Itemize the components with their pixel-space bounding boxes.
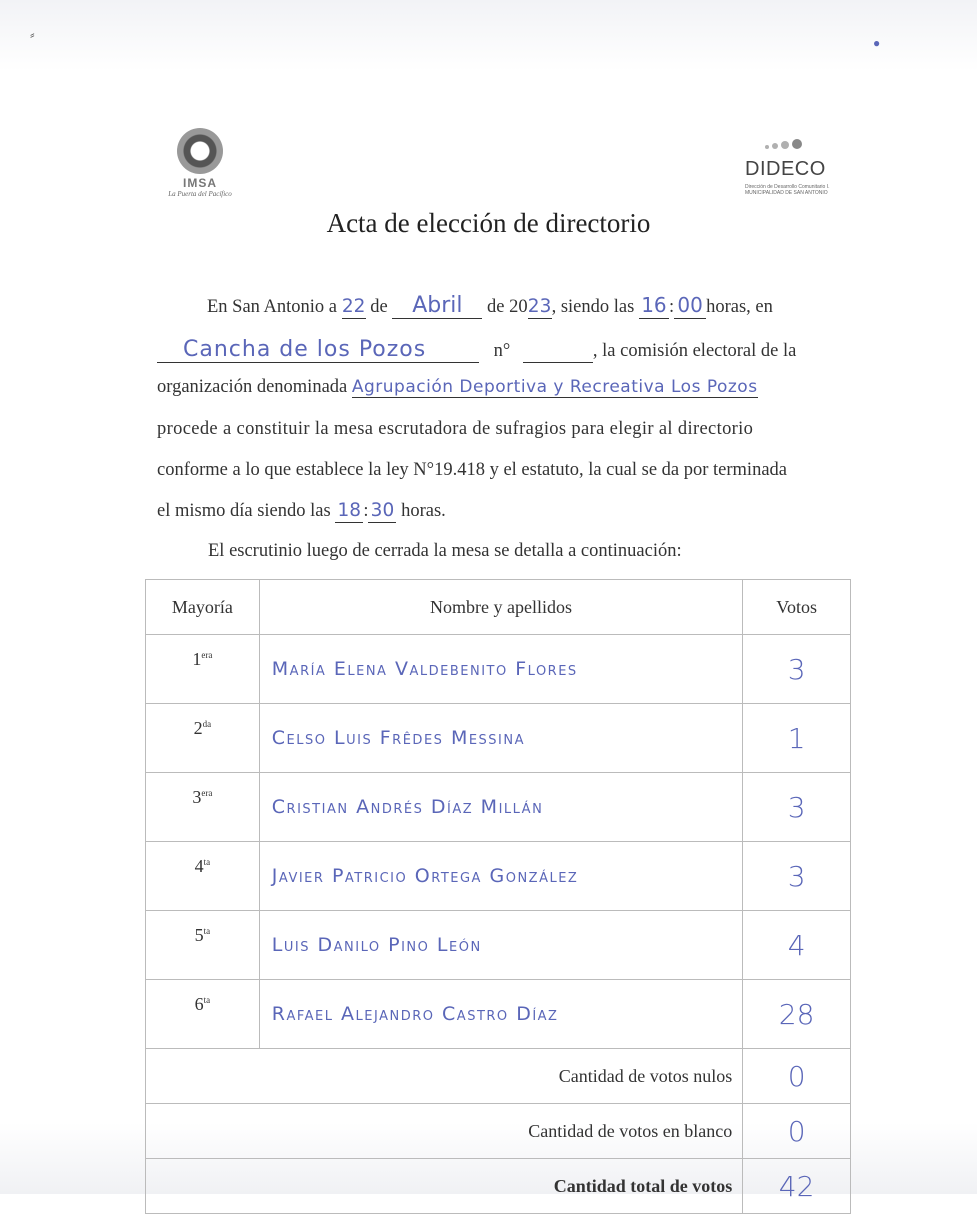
text-line-1: En San Antonio a 22 de Abril de 2023, siendo las 16 : 00 horas, en: [207, 293, 773, 318]
text-horas: horas.: [401, 501, 446, 521]
table-header-row: [146, 580, 851, 635]
total-votes-row: [146, 1159, 851, 1214]
blank-votes-cell: 0: [743, 1104, 851, 1159]
text-line-4: procede a constituir la mesa escrutadora de sufragios para elegir al directorio: [157, 419, 754, 439]
null-votes-cell: 0: [743, 1049, 851, 1104]
blank-votes-label: Cantidad de votos en blanco: [146, 1104, 743, 1159]
text-line-3: [157, 377, 758, 398]
text-line-2: [157, 337, 796, 363]
name-cell: Javier Patricio Ortega González: [259, 842, 742, 911]
text-year-prefix: de 20: [486, 297, 528, 317]
votes-cell: 3: [743, 635, 851, 704]
document-title: Acta de elección de directorio: [326, 208, 651, 238]
text-numero: n°: [493, 341, 511, 361]
scan-speck: ⸗: [30, 28, 35, 43]
start-minute-value: 00: [677, 293, 703, 317]
text-horas-en: horas, en: [706, 297, 773, 317]
name-cell: Celso Luis Frêdes Messina: [259, 704, 742, 773]
end-minute-value: 30: [370, 500, 395, 521]
name-cell: María Elena Valdebenito Flores: [259, 635, 742, 704]
imsa-emblem-icon: [177, 128, 223, 174]
day-value: 22: [341, 296, 366, 317]
text-line-6: el mismo día siendo las 18 : 30 horas.: [157, 500, 446, 521]
text-comision: , la comisión electoral de la: [592, 341, 797, 361]
votes-cell: 28: [743, 980, 851, 1049]
votes-cell: 4: [743, 911, 851, 980]
table-row: [146, 773, 851, 842]
rank-cell: $5^{ta}$: [146, 911, 260, 980]
votes-cell: 3: [743, 842, 851, 911]
text-terminada: el mismo día siendo las: [157, 501, 331, 521]
dideco-dots-icon: [765, 136, 805, 154]
organization-value: Agrupación Deportiva y Recreativa Los Pozos: [351, 377, 758, 397]
header-nombre: Nombre y apellidos: [259, 580, 742, 635]
place-value: Cancha de los Pozos: [183, 337, 427, 362]
text-organizacion: organización denominada: [157, 377, 348, 397]
end-hour-value: 18: [337, 500, 362, 521]
header-mayoria: Mayoría: [146, 580, 260, 635]
text-de: de: [370, 297, 388, 317]
rank-cell: $4^{ta}$: [146, 842, 260, 911]
start-hour-value: 16: [641, 293, 667, 317]
null-votes-label: Cantidad de votos nulos: [146, 1049, 743, 1104]
scrutiny-table: [145, 579, 851, 1214]
dideco-logo-subtitle: Dirección de Desarrollo Comunitario I. MUNICIPALIDAD DE SAN ANTONIO: [745, 184, 830, 196]
text-line-5: conforme a lo que establece la ley N°19.418 y el estatuto, la cual se da por terminada: [157, 460, 787, 480]
year-value: 23: [527, 296, 552, 317]
dideco-logo-name: DIDECO: [745, 158, 826, 180]
total-votes-label: Cantidad total de votos: [146, 1159, 743, 1214]
name-cell: Luis Danilo Pino León: [259, 911, 742, 980]
table-row: [146, 635, 851, 704]
text-line-7: El escrutinio luego de cerrada la mesa se detalla a continuación:: [208, 541, 682, 561]
table-row: [146, 704, 851, 773]
header-votos: Votos: [743, 580, 851, 635]
dideco-logo: [745, 136, 845, 200]
name-cell: Rafael Alejandro Castro Díaz: [259, 980, 742, 1049]
rank-cell: $1^{era}$: [146, 635, 260, 704]
table-row: [146, 842, 851, 911]
votes-cell: 1: [743, 704, 851, 773]
rank-cell: $2^{da}$: [146, 704, 260, 773]
blank-votes-row: [146, 1104, 851, 1159]
month-value: Abril: [412, 293, 463, 318]
rank-cell: $3^{era}$: [146, 773, 260, 842]
rank-cell: $6^{ta}$: [146, 980, 260, 1049]
imsa-logo-tagline: La Puerta del Pacífico: [168, 190, 232, 198]
total-votes-cell: 42: [743, 1159, 851, 1214]
ink-speck: ●: [873, 36, 881, 50]
votes-cell: 3: [743, 773, 851, 842]
imsa-logo: [145, 128, 255, 202]
name-cell: Cristian Andrés Díaz Millán: [259, 773, 742, 842]
table-row: [146, 980, 851, 1049]
null-votes-row: [146, 1049, 851, 1104]
imsa-logo-name: IMSA: [183, 176, 217, 190]
text-siendo-las: , siendo las: [551, 297, 635, 317]
text-san-antonio: En San Antonio a: [207, 297, 338, 317]
table-row: [146, 911, 851, 980]
